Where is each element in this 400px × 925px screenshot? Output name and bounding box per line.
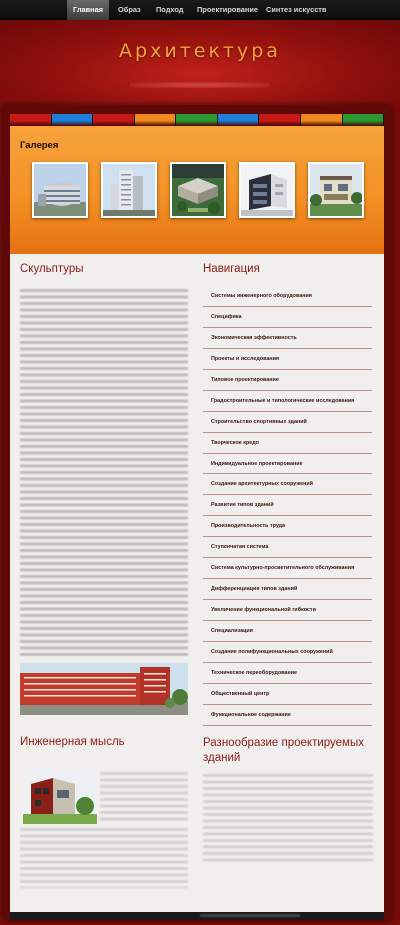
sculptures-article-text	[20, 287, 188, 657]
gallery-thumb-3[interactable]	[170, 162, 226, 218]
building-image-5	[310, 164, 362, 216]
nav-link-image[interactable]: Образ	[118, 5, 141, 14]
sidebar-nav-link[interactable]: Градостроительные и типологические исследования	[203, 391, 372, 412]
color-strip	[10, 114, 384, 126]
sidebar-nav-link[interactable]: Функциональное содержание	[203, 705, 372, 726]
sidebar-nav-link[interactable]: Ступенчатая система	[203, 537, 372, 558]
sidebar-nav-link[interactable]: Увеличение функциональной гибкости	[203, 600, 372, 621]
sidebar-nav-link[interactable]: Специфика	[203, 307, 372, 328]
strip-segment	[176, 114, 218, 126]
building-image-1	[34, 164, 86, 216]
sidebar-nav-link[interactable]: Система культурно-просветительного обслуживания	[203, 558, 372, 579]
red-building-photo	[20, 663, 188, 715]
strip-segment	[301, 114, 343, 126]
gallery-thumb-2[interactable]	[101, 162, 157, 218]
sidebar-nav-link[interactable]: Развитие типов зданий	[203, 495, 372, 516]
sidebar-nav-link[interactable]: Дифференциация типов зданий	[203, 579, 372, 600]
sidebar-nav-link[interactable]: Создание архитектурных сооружений	[203, 474, 372, 495]
engineering-text-below	[20, 826, 188, 888]
nav-link-home[interactable]: Главная	[67, 0, 109, 20]
variety-heading: Разнообразие проектируемых зданий	[203, 737, 364, 764]
sidebar-nav-link[interactable]: Проекты и исследования	[203, 349, 372, 370]
nav-link-approach[interactable]: Подход	[156, 5, 184, 14]
variety-article-text	[203, 772, 373, 864]
top-navigation	[0, 0, 400, 20]
sidebar-nav-link[interactable]: Создание полифункциональных сооружений	[203, 642, 372, 663]
sidebar-nav-link[interactable]: Экономическая эффективность	[203, 328, 372, 349]
engineering-text-side	[100, 770, 188, 822]
sidebar-nav-link[interactable]: Индивидуальное проектирование	[203, 454, 372, 475]
sidebar-nav-link[interactable]: Специализация	[203, 621, 372, 642]
strip-segment	[259, 114, 301, 126]
site-header	[0, 20, 400, 110]
engineering-heading: Инженерная мысль	[20, 736, 125, 748]
site-title[interactable]: Архитектура	[119, 40, 281, 62]
sidebar-nav-link[interactable]: Типовое проектирование	[203, 370, 372, 391]
building-image-2	[103, 164, 155, 216]
strip-segment	[343, 114, 385, 126]
nav-link-synthesis[interactable]: Синтез искусств	[266, 5, 327, 14]
gallery-thumb-1[interactable]	[32, 162, 88, 218]
footer-text	[200, 914, 300, 917]
gallery-thumb-5[interactable]	[308, 162, 364, 218]
strip-segment	[135, 114, 177, 126]
nav-link-design[interactable]: Проектирование	[197, 5, 259, 14]
footer-bar	[10, 912, 384, 920]
strip-segment	[52, 114, 94, 126]
strip-segment	[10, 114, 52, 126]
sidebar-nav-link[interactable]: Творческое кредо	[203, 433, 372, 454]
sidebar-nav-link[interactable]: Производительность труда	[203, 516, 372, 537]
navigation-heading: Навигация	[203, 263, 260, 275]
sidebar-nav-link[interactable]: Общественный центр	[203, 684, 372, 705]
gallery-title: Галерея	[20, 140, 59, 151]
gallery-thumb-4[interactable]	[239, 162, 295, 218]
sidebar-nav-link[interactable]: Строительство спортивных зданий	[203, 412, 372, 433]
strip-segment	[93, 114, 135, 126]
sidebar-nav-link[interactable]: Системы инженерного оборудования	[203, 286, 372, 307]
sculptures-heading: Скульптуры	[20, 263, 84, 275]
house-photo	[23, 770, 97, 824]
building-image-3	[172, 164, 224, 216]
sidebar-nav-link[interactable]: Техническое переоборудование	[203, 663, 372, 684]
building-image-4	[241, 164, 293, 216]
navigation-list	[203, 286, 372, 726]
strip-segment	[218, 114, 260, 126]
title-glow	[130, 82, 270, 88]
